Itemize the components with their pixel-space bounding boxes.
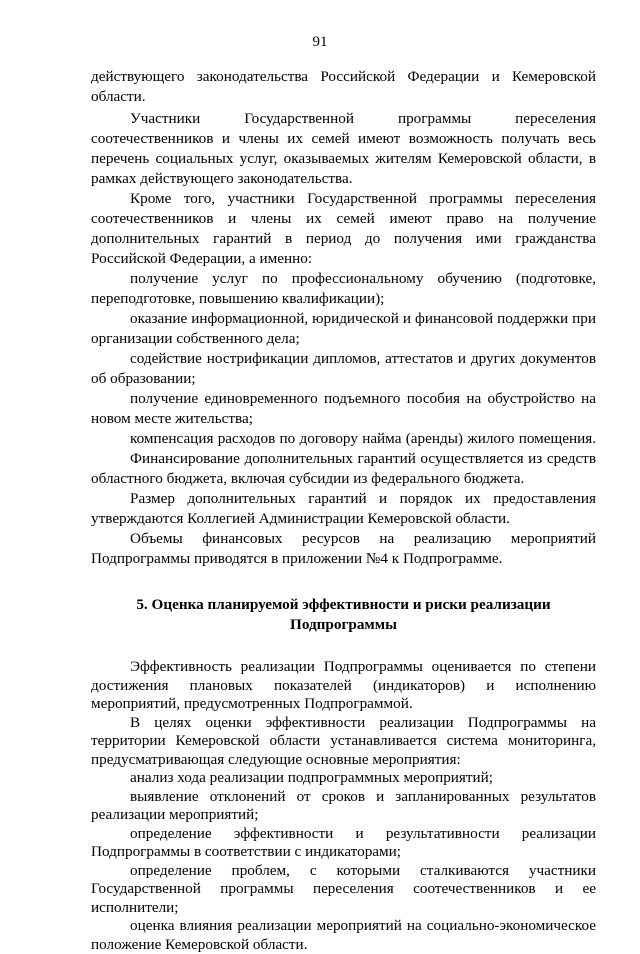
text-line: В целях оценки эффективности реализации Подпрограммы на: [130, 713, 596, 731]
text-line: территории Кемеровской области устанавливается система мониторинга,: [91, 732, 596, 749]
text-line: оценка влияния реализации мероприятий на социально-экономическое: [130, 917, 596, 934]
text-line: организации собственного дела;: [91, 330, 300, 347]
text-line: Объемы финансовых ресурсов на реализацию мероприятий: [130, 530, 596, 547]
text-line: определение эффективности и результативности реализации: [130, 824, 596, 842]
text-line: анализ хода реализации подпрограммных мероприятий;: [130, 769, 494, 786]
text-line: соотечественников и члены их семей имеют возможность получать весь: [91, 130, 596, 147]
text-line: области.: [91, 88, 146, 105]
text-line: новом месте жительства;: [91, 410, 253, 427]
section-heading-line-2: Подпрограммы: [290, 616, 397, 633]
text-line: утверждаются Коллегией Администрации Кемеровской области.: [91, 510, 510, 527]
text-line: реализации мероприятий;: [91, 806, 259, 823]
text-line: предусматривающая следующие основные мероприятия:: [91, 750, 461, 768]
text-line: Кроме того, участники Государственной программы переселения: [130, 190, 596, 207]
text-line: Участники Государственной программы переселения: [130, 110, 596, 127]
text-line: рамках действующего законодательства.: [91, 170, 353, 187]
text-line: действующего законодательства Российской Федерации и Кемеровской: [91, 68, 596, 85]
text-line: положение Кемеровской области.: [91, 935, 308, 953]
text-line: Государственной программы переселения соотечественников и ее: [91, 880, 596, 897]
text-line: получение услуг по профессиональному обучению (подготовке,: [130, 270, 596, 287]
text-line: об образовании;: [91, 370, 196, 387]
text-line: содействие нострификации дипломов, аттестатов и других документов: [130, 350, 596, 367]
text-line: Эффективность реализации Подпрограммы оценивается по степени: [130, 658, 596, 675]
text-line: выявление отклонений от сроков и запланированных результатов: [130, 787, 596, 805]
text-line: дополнительных гарантий в период до получения ими гражданства: [91, 230, 596, 247]
section-heading-line-1: 5. Оценка планируемой эффективности и риски реализации: [136, 596, 551, 613]
text-line: Подпрограммы приводятся в приложении №4 к Подпрограмме.: [91, 550, 503, 567]
text-line: Подпрограммы в соответствии с индикаторами;: [91, 843, 402, 860]
text-line: мероприятий, предусмотренных Подпрограммой.: [91, 695, 413, 712]
text-line: соотечественников и члены их семей имеют право на получение: [91, 210, 596, 227]
text-line: переподготовке, повышению квалификации);: [91, 290, 385, 307]
text-line: перечень социальных услуг, оказываемых жителям Кемеровской области, в: [91, 150, 596, 167]
text-line: определение проблем, с которыми сталкиваются участники: [130, 861, 596, 879]
text-line: оказание информационной, юридической и финансовой поддержки при: [130, 310, 596, 327]
text-line: Размер дополнительных гарантий и порядок их предоставления: [130, 490, 596, 507]
text-line: исполнители;: [91, 898, 179, 916]
text-line: достижения плановых показателей (индикаторов) и исполнению: [91, 676, 596, 694]
text-line: получение единовременного подъемного пособия на обустройство на: [130, 390, 596, 407]
page-number: 91: [312, 34, 328, 50]
text-line: областного бюджета, включая субсидии из федерального бюджета.: [91, 470, 525, 487]
text-line: Финансирование дополнительных гарантий осуществляется из средств: [130, 450, 596, 467]
text-line: компенсация расходов по договору найма (аренды) жилого помещения.: [130, 430, 596, 447]
text-line: Российской Федерации, а именно:: [91, 250, 313, 267]
